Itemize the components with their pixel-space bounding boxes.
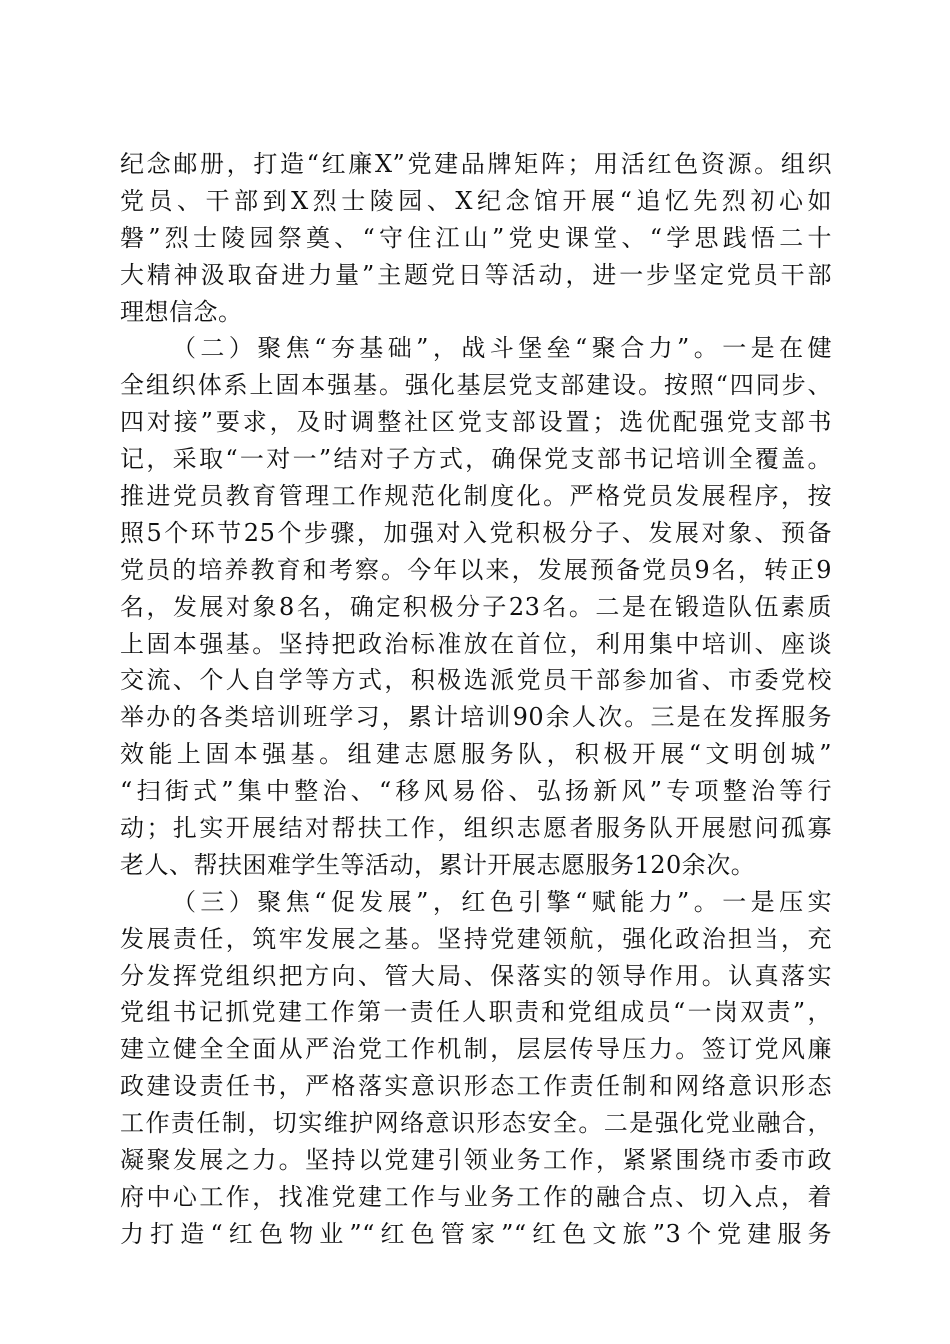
- text-line: 工作责任制，切实维护网络意识形态安全。二是强化党业融合，: [120, 1109, 832, 1138]
- text-line: 上固本强基。坚持把政治标准放在首位，利用集中培训、座谈: [120, 629, 832, 658]
- text-line: 分发挥党组织把方向、管大局、保落实的领导作用。认真落实: [120, 961, 832, 990]
- text-line: 发展责任，筑牢发展之基。坚持党建领航，强化政治担当，充: [120, 924, 832, 953]
- text-line: （二）聚焦“夯基础”，战斗堡垒“聚合力”。一是在健: [172, 334, 832, 363]
- text-line: 党组书记抓党建工作第一责任人职责和党组成员“一岗双责”，: [120, 998, 832, 1027]
- text-line: 政建设责任书，严格落实意识形态工作责任制和网络意识形态: [120, 1072, 832, 1101]
- document-page: [120, 146, 832, 1253]
- text-line: 记，采取“一对一”结对子方式，确保党支部书记培训全覆盖。: [120, 445, 832, 474]
- text-line: 力打造“红色物业”“红色管家”“红色文旅”3个党建服务: [120, 1219, 832, 1248]
- text-line: 效能上固本强基。组建志愿服务队，积极开展“文明创城”: [120, 740, 832, 769]
- text-line: 动；扎实开展结对帮扶工作，组织志愿者服务队开展慰问孤寡: [120, 814, 832, 843]
- text-line: 四对接”要求，及时调整社区党支部设置；选优配强党支部书: [120, 408, 832, 437]
- text-line: （三）聚焦“促发展”，红色引擎“赋能力”。一是压实: [172, 887, 832, 916]
- text-line: 大精神汲取奋进力量”主题党日等活动，进一步坚定党员干部: [120, 260, 832, 289]
- text-line: 理想信念。: [120, 297, 243, 326]
- text-line: 推进党员教育管理工作规范化制度化。严格党员发展程序，按: [120, 482, 832, 511]
- text-line: 党员的培养教育和考察。今年以来，发展预备党员9名，转正9: [120, 555, 832, 584]
- text-line: 磐”烈士陵园祭奠、“守住江山”党史课堂、“学思践悟二十: [120, 223, 832, 252]
- text-line: 建立健全全面从严治党工作机制，层层传导压力。签订党风廉: [120, 1035, 832, 1064]
- text-line: 全组织体系上固本强基。强化基层党支部建设。按照“四同步、: [120, 371, 832, 400]
- text-line: 府中心工作，找准党建工作与业务工作的融合点、切入点，着: [120, 1182, 832, 1211]
- text-line: 凝聚发展之力。坚持以党建引领业务工作，紧紧围绕市委市政: [120, 1146, 832, 1175]
- text-line: 举办的各类培训班学习，累计培训90余人次。三是在发挥服务: [120, 703, 832, 732]
- text-line: 党员、干部到X烈士陵园、X纪念馆开展“追忆先烈初心如: [120, 186, 832, 215]
- text-line: 纪念邮册，打造“红廉X”党建品牌矩阵；用活红色资源。组织: [120, 150, 832, 178]
- text-line: 名，发展对象8名，确定积极分子23名。二是在锻造队伍素质: [120, 592, 832, 621]
- text-line: 老人、帮扶困难学生等活动，累计开展志愿服务120余次。: [120, 850, 756, 879]
- text-line: 照5个环节25个步骤，加强对入党积极分子、发展对象、预备: [120, 518, 832, 547]
- text-line: “扫街式”集中整治、“移风易俗、弘扬新风”专项整治等行: [120, 777, 832, 806]
- text-line: 交流、个人自学等方式，积极选派党员干部参加省、市委党校: [120, 666, 832, 695]
